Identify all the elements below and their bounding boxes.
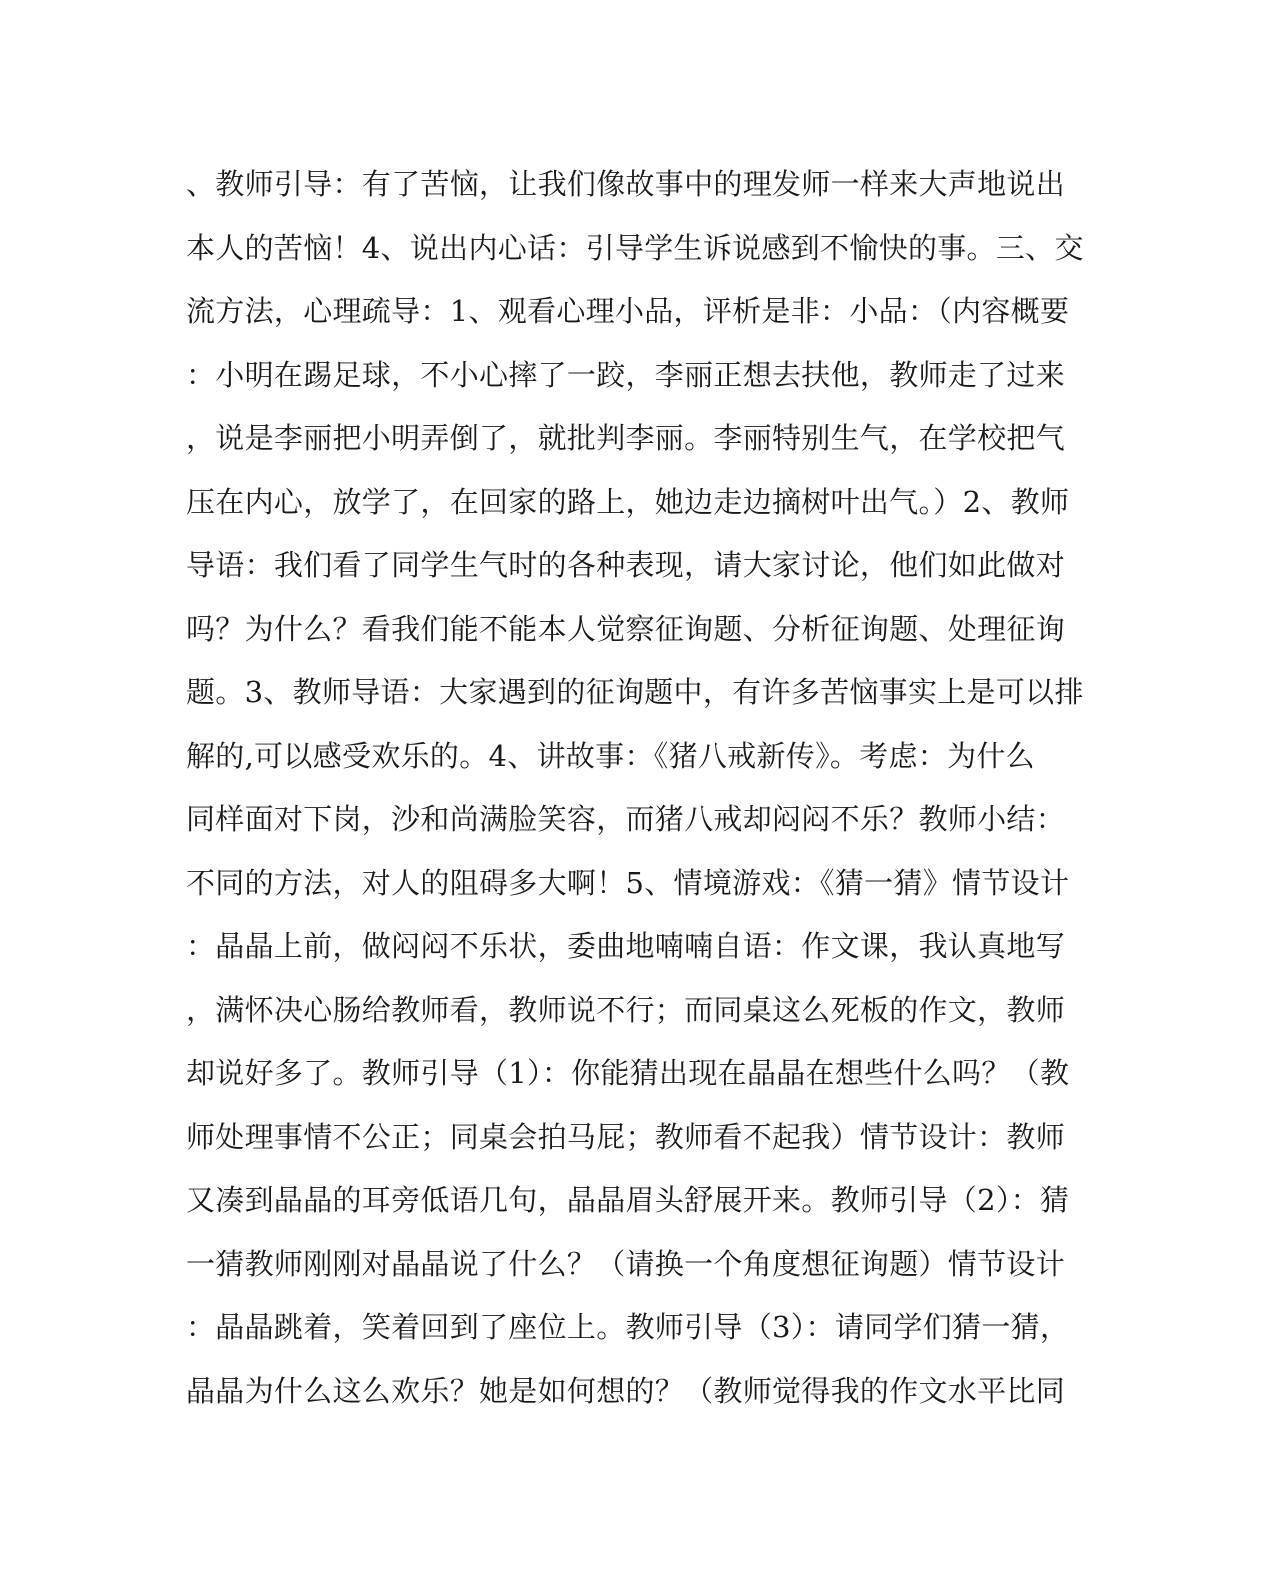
- text-line-9: 题。3、教师导语：大家遇到的征询题中，有许多苦恼事实上是可以排: [186, 675, 1084, 709]
- text-line-19: ：晶晶跳着，笑着回到了座位上。教师引导（3）：请同学们猜一猜，: [186, 1310, 1070, 1344]
- text-line-7: 导语：我们看了同学生气时的各种表现，请大家讨论，他们如此做对: [186, 548, 1066, 582]
- text-line-1: 、教师引导：有了苦恼，让我们像故事中的理发师一样来大声地说出: [186, 167, 1066, 201]
- text-line-14: ，满怀决心肠给教师看，教师说不行；而同桌这么死板的作文，教师: [186, 992, 1066, 1027]
- text-line-6: 压在内心，放学了，在回家的路上，她边走边摘树叶出气。）2、教师: [186, 484, 1070, 519]
- text-line-13: ：晶晶上前，做闷闷不乐状，委曲地喃喃自语：作文课，我认真地写: [186, 929, 1066, 963]
- body-text: [186, 153, 1086, 1423]
- text-line-17: 又凑到晶晶的耳旁低语几句，晶晶眉头舒展开来。教师引导（2）：猜: [186, 1183, 1070, 1217]
- text-line-16: 师处理事情不公正；同桌会拍马屁；教师看不起我）情节设计：教师: [186, 1119, 1066, 1154]
- text-line-11: 同样面对下岗，沙和尚满脸笑容，而猪八戒却闷闷不乐？教师小结：: [186, 802, 1066, 836]
- text-line-18: 一猜教师刚刚对晶晶说了什么？（请换一个角度想征询题）情节设计: [186, 1246, 1066, 1281]
- text-line-15: 却说好多了。教师引导（1）：你能猜出现在晶晶在想些什么吗？（教: [186, 1056, 1070, 1090]
- text-line-5: ，说是李丽把小明弄倒了，就批判李丽。李丽特别生气，在学校把气: [186, 421, 1066, 455]
- text-line-4: ：小明在踢足球，不小心摔了一跤，李丽正想去扶他，教师走了过来: [186, 357, 1066, 392]
- text-line-8: 吗？为什么？看我们能不能本人觉察征询题、分析征询题、处理征询: [186, 611, 1066, 646]
- text-line-2: 本人的苦恼！4、说出内心话：引导学生诉说感到不愉快的事。三、交: [186, 230, 1084, 265]
- text-line-12: 不同的方法，对人的阻碍多大啊！5、情境游戏：《猜一猜》情节设计: [186, 865, 1070, 900]
- text-line-3: 流方法，心理疏导：1、观看心理小品，评析是非：小品：（内容概要: [186, 294, 1070, 328]
- text-line-10: 解的,可以感受欢乐的。4、讲故事：《猪八戒新传》。考虑：为什么: [186, 738, 1035, 773]
- text-line-20: 晶晶为什么这么欢乐？她是如何想的？（教师觉得我的作文水平比同: [186, 1373, 1066, 1408]
